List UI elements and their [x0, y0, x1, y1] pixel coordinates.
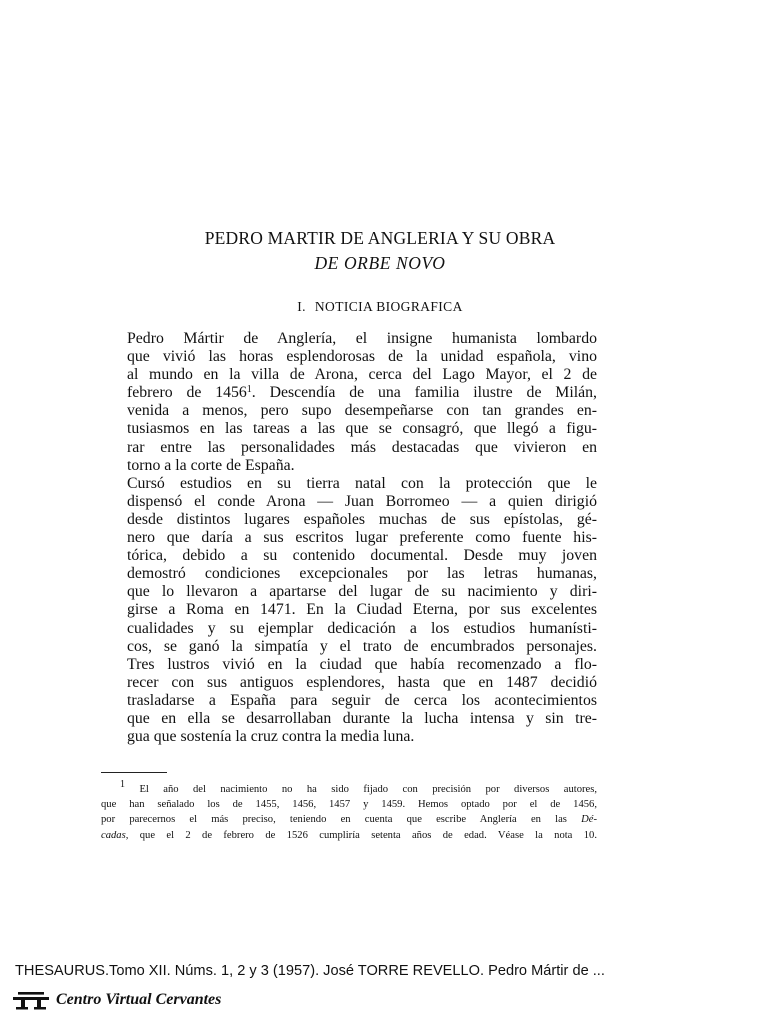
- source-caption[interactable]: THESAURUS.Tomo XII. Núms. 1, 2 y 3 (1957). José TORRE REVELLO. Pedro Mártir de ...: [15, 963, 605, 979]
- text-line: trasladarse a España para seguir de cerca los acontecimientos: [127, 691, 597, 709]
- italic-segment: Dé-: [581, 814, 597, 826]
- cervantes-logo-icon: [12, 990, 50, 1010]
- italic-segment: cadas,: [101, 829, 129, 841]
- footnote-divider: [101, 772, 167, 773]
- text-line: recer con sus antiguos esplendores, hasta que en 1487 decidió: [127, 673, 597, 691]
- text-line: rar entre las personalidades más destacadas que vivieron en: [127, 438, 597, 456]
- text-line: nero que daría a sus escritos lugar preferente como fuente his-: [127, 529, 597, 547]
- text-line: demostró condiciones excepcionales por las letras humanas,: [127, 565, 597, 583]
- text-line: desde distintos lugares españoles muchas de sus epístolas, gé-: [127, 510, 597, 528]
- text-line: al mundo en la villa de Arona, cerca del Lago Mayor, el 2 de: [127, 366, 597, 384]
- section-heading: [100, 299, 660, 315]
- text-line-with-footnote-ref: [101, 384, 597, 402]
- text-line: gua que sostenía la cruz contra la media luna.: [127, 728, 415, 746]
- text-segment: por parecernos el más preciso, teniendo en cuenta que escribe Anglería en las: [101, 814, 567, 826]
- text-line: venida a menos, pero supo desempeñarse con tan grandes en-: [127, 402, 597, 420]
- footnote-line: [101, 828, 597, 843]
- footnote-reference[interactable]: 1: [246, 384, 252, 396]
- text-line: Pedro Mártir de Anglería, el insigne humanista lombardo: [127, 330, 597, 347]
- footnote: [101, 779, 598, 843]
- document-title: PEDRO MARTIR DE ANGLERIA Y SU OBRA: [204, 228, 556, 248]
- text-segment: que el 2 de febrero de 1526 cumpliría setenta años de edad. Véase la nota 10.: [139, 829, 597, 841]
- text-segment: El año del nacimiento no ha sido fijado con precisión por diversos autores,: [139, 784, 598, 795]
- footnote-marker: 1: [120, 779, 125, 790]
- section-number: I.: [297, 299, 306, 314]
- text-line: cos, se ganó la simpatía y el trato de encumbrados personajes.: [127, 637, 597, 655]
- text-line: tusiasmos en las tareas a las que se consagró, que llegó a figu-: [127, 420, 597, 438]
- footnote-line: [101, 779, 598, 797]
- text-line: Tres lustros vivió en la ciudad que había recomenzado a flo-: [127, 655, 597, 673]
- text-line: que en ella se desarrollaban durante la lucha intensa y sin tre-: [127, 709, 597, 727]
- footnote-line: que han señalado los de 1455, 1456, 1457 y 1459. Hemos optado por el de 1456,: [101, 799, 597, 811]
- text-segment: febrero de 1456: [127, 384, 247, 402]
- text-segment: . Descendía de una familia ilustre de Milán,: [251, 384, 597, 402]
- text-line: que vivió las horas esplendorosas de la unidad española, vino: [127, 348, 597, 366]
- document-subtitle: DE ORBE NOVO: [314, 253, 446, 273]
- text-line: tórica, debido a su contenido documental. Desde muy joven: [127, 547, 597, 565]
- text-line: que lo llevaron a apartarse del lugar de su nacimiento y diri-: [127, 583, 597, 601]
- body-text: [101, 330, 597, 746]
- section-title: NOTICIA BIOGRAFICA: [314, 299, 463, 314]
- text-line: dispensó el conde Arona — Juan Borromeo — a quien dirigió: [127, 492, 597, 510]
- footnote-line: [101, 812, 597, 827]
- text-line: cualidades y su ejemplar dedicación a los estudios humanísti-: [127, 619, 597, 637]
- text-line: Cursó estudios en su tierra natal con la protección que le: [127, 474, 597, 492]
- brand-footer[interactable]: [12, 989, 221, 1011]
- text-line: torno a la corte de España.: [127, 456, 295, 474]
- paragraph-1: [101, 330, 597, 475]
- text-line: girse a Roma en 1471. En la Ciudad Eterna, por sus excelentes: [127, 601, 597, 619]
- paragraph-2: [101, 475, 597, 746]
- brand-name: Centro Virtual Cervantes: [56, 991, 222, 1008]
